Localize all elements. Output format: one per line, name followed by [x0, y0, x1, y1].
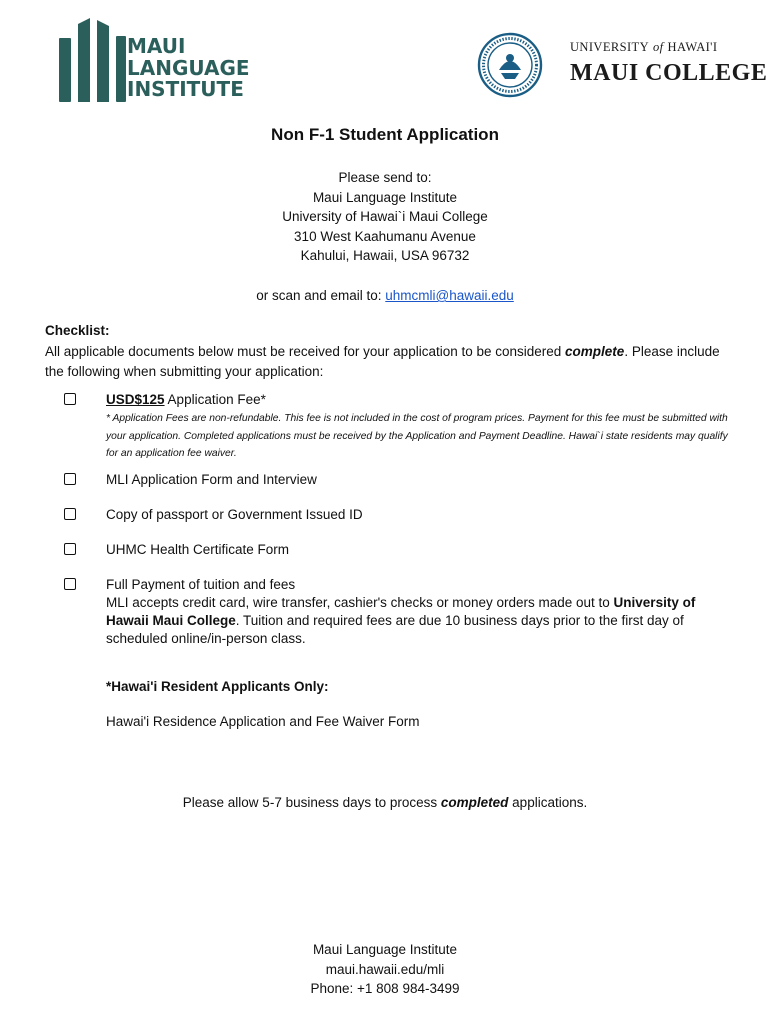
payment-title: Full Payment of tuition and fees: [106, 577, 296, 592]
page-title: Non F-1 Student Application: [271, 125, 499, 144]
checkbox[interactable]: [64, 578, 76, 590]
mli-logo-line: LANGUAGE: [127, 55, 250, 80]
checklist-item-label: Copy of passport or Government Issued ID: [106, 507, 363, 522]
footer-phone: Phone: +1 808 984-3499: [310, 981, 460, 996]
uh-wordmark-hawaii: HAWAI'I: [667, 40, 718, 54]
resident-heading: *Hawai'i Resident Applicants Only:: [106, 679, 329, 694]
uh-seal-icon: [477, 32, 543, 98]
intro-text: All applicable documents below must be received for your application to be considered: [45, 344, 566, 359]
mli-logo-line: INSTITUTE: [127, 77, 244, 101]
checkbox[interactable]: [64, 473, 76, 485]
scan-email-line: [0, 286, 770, 306]
payment-text: [106, 594, 718, 648]
uh-wordmark-of: of: [653, 40, 664, 54]
payment-text-a: MLI accepts credit card, wire transfer, cashier's checks or money orders made out to: [106, 595, 614, 610]
address-line: Maui Language Institute: [312, 189, 458, 205]
resident-form-label: Hawai'i Residence Application and Fee Waiver Form: [106, 714, 420, 729]
process-text: applications.: [508, 795, 588, 810]
mli-logo-line: MAUI: [127, 34, 186, 58]
checklist-item-label: MLI Application Form and Interview: [106, 472, 317, 487]
processing-note: [0, 793, 770, 813]
checklist-heading: Checklist:: [45, 323, 110, 338]
mailing-address: [0, 168, 770, 266]
uh-wordmark-maui-college: MAUI COLLEGE: [570, 60, 768, 86]
checklist-intro: [45, 342, 725, 382]
scan-text: or scan and email to:: [256, 288, 386, 303]
process-text: Please allow 5-7 business days to process: [182, 795, 441, 810]
footer: [0, 940, 770, 999]
payment-body: [106, 576, 718, 648]
email-link[interactable]: uhmcmli@hawaii.edu: [385, 288, 514, 303]
address-line: 310 West Kaahumanu Avenue: [294, 228, 476, 244]
checklist-item-label: UHMC Health Certificate Form: [106, 542, 290, 557]
footer-name: Maui Language Institute: [312, 942, 458, 957]
checkbox[interactable]: [64, 543, 76, 555]
address-line: Kahului, Hawaii, USA 96732: [300, 248, 470, 263]
fee-note: * Application Fees are non-refundable. This fee is not included in the cost of program prices. Payment for this fee must be submitted with your application. Completed applications must be received by the Application and Payment Deadline. Hawai`i state residents may qualify for an application fee waiver.: [106, 413, 728, 459]
uh-maui-college-wordmark: [570, 38, 767, 87]
intro-emphasis: complete: [565, 344, 625, 359]
process-emphasis: completed: [440, 795, 509, 810]
address-intro: Please send to:: [338, 170, 432, 185]
intro-text: . Please include the following when submitting your application:: [45, 344, 720, 379]
payment-payee: University of Hawaii Maui College: [106, 595, 696, 628]
payment-text-b: . Tuition and required fees are due 10 business days prior to the first day of scheduled online/in-person class.: [106, 613, 684, 646]
fee-amount: USD$125: [106, 392, 165, 407]
checkbox[interactable]: [64, 393, 76, 405]
address-line: University of Hawai`i Maui College: [282, 209, 488, 224]
fee-body: [106, 391, 726, 463]
footer-url: maui.hawaii.edu/mli: [325, 961, 445, 977]
checkbox[interactable]: [64, 508, 76, 520]
fee-label: Application Fee*: [164, 392, 266, 407]
uh-wordmark-university: UNIVERSITY: [570, 40, 649, 54]
